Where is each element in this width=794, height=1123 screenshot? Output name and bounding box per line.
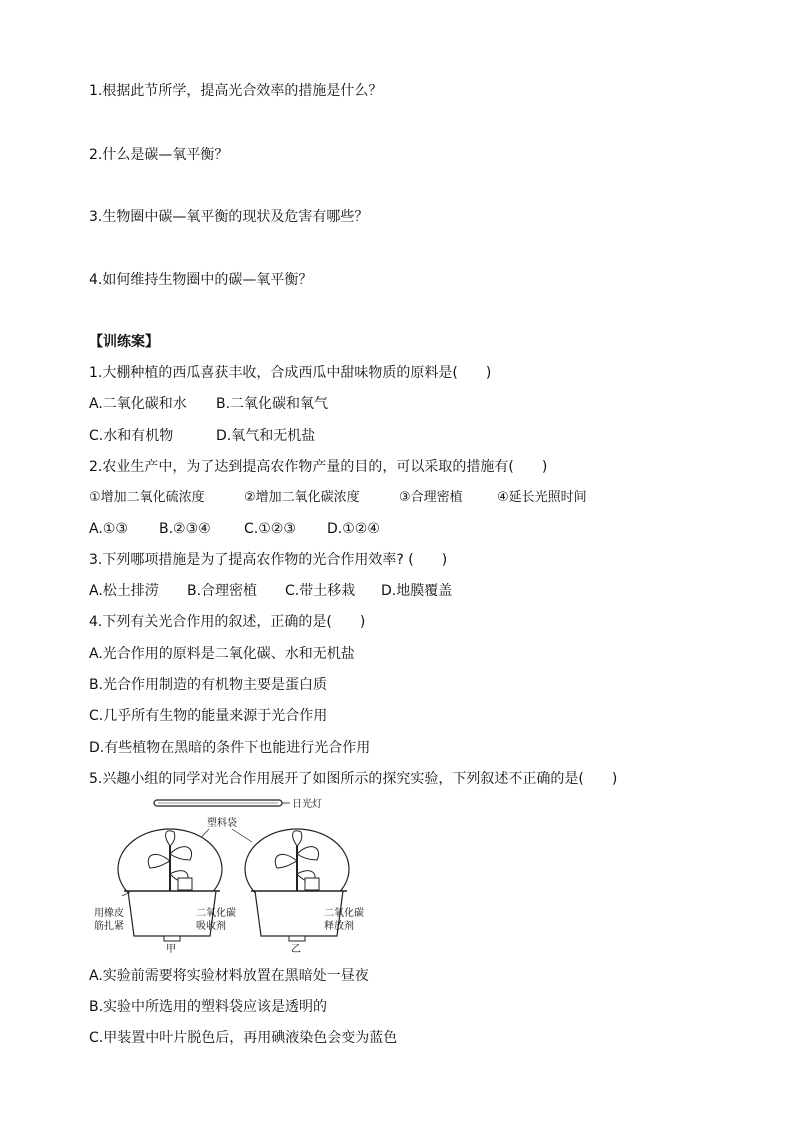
section-title: 【训练案】 [89,334,159,350]
study-question-3: 3.生物圈中碳—氧平衡的现状及危害有哪些？ [89,209,369,225]
q2-choice-2: ②增加二氧化碳浓度 [244,490,360,505]
label-jia: 甲 [166,944,176,955]
q4-option-a: A.光合作用的原料是二氧化碳、水和无机盐 [89,646,355,662]
label-rubber-2: 筋扎紧 [94,921,124,932]
q5-stem: 5.兴趣小组的同学对光合作用展开了如图所示的探究实验，下列叙述不正确的是( ) [89,771,618,787]
q2-option-a: A.①③ [89,521,128,537]
q2-option-c: C.①②③ [244,521,296,537]
q4-option-c: C.几乎所有生物的能量来源于光合作用 [89,708,328,724]
label-yi: 乙 [291,944,301,955]
q3-stem: 3.下列哪项措施是为了提高农作物的光合作用效率? ( ) [89,552,448,568]
q2-choice-4: ④延长光照时间 [497,490,587,505]
q4-option-b: B.光合作用制造的有机物主要是蛋白质 [89,677,328,693]
q2-options [89,520,380,538]
fluorescent-lamp [154,800,290,806]
q2-choice-1: ①增加二氧化硫浓度 [89,490,205,505]
label-absorb-1: 二氧化碳 [196,908,236,919]
q2-choice-3: ③合理密植 [399,490,463,505]
q3-option-b: B.合理密植 [187,583,258,599]
q3-option-a: A.松土排涝 [89,583,159,599]
label-bag: 塑料袋 [207,818,237,829]
q3-option-d: D.地膜覆盖 [381,583,453,599]
q1-option-d: D.氧气和无机盐 [216,428,316,444]
q1-options-row1 [89,395,328,413]
study-question-4: 4.如何维持生物圈中的碳—氧平衡？ [89,272,313,288]
q5-option-c: C.甲装置中叶片脱色后，再用碘液染色会变为蓝色 [89,1030,398,1046]
q1-options-row2 [89,427,315,445]
q2-option-b: B.②③④ [159,521,211,537]
q4-option-d: D.有些植物在黑暗的条件下也能进行光合作用 [89,740,371,756]
q1-stem: 1.大棚种植的西瓜喜获丰收，合成西瓜中甜味物质的原料是( ) [89,365,492,381]
q1-option-b: B.二氧化碳和氧气 [216,396,329,412]
label-release-2: 释放剂 [324,921,354,932]
label-absorb-2: 吸收剂 [196,921,226,932]
q2-option-d: D.①②④ [327,521,380,537]
q3-option-c: C.带土移栽 [285,583,356,599]
study-question-2: 2.什么是碳—氧平衡？ [89,147,229,163]
q1-option-a: A.二氧化碳和水 [89,396,187,412]
label-lamp: 日光灯 [292,799,322,810]
label-rubber-1: 用橡皮 [94,908,124,919]
study-question-1: 1.根据此节所学，提高光合效率的措施是什么？ [89,83,383,99]
q3-options [89,582,452,600]
q5-option-a: A.实验前需要将实验材料放置在黑暗处一昼夜 [89,968,369,984]
q2-stem: 2.农业生产中，为了达到提高农作物产量的目的，可以采取的措施有( ) [89,459,548,475]
q5-option-b: B.实验中所选用的塑料袋应该是透明的 [89,999,328,1015]
label-release-1: 二氧化碳 [324,908,364,919]
experiment-figure [92,796,392,956]
q2-choices [89,489,587,507]
q1-option-c: C.水和有机物 [89,428,174,444]
q4-stem: 4.下列有关光合作用的叙述，正确的是( ) [89,614,366,630]
